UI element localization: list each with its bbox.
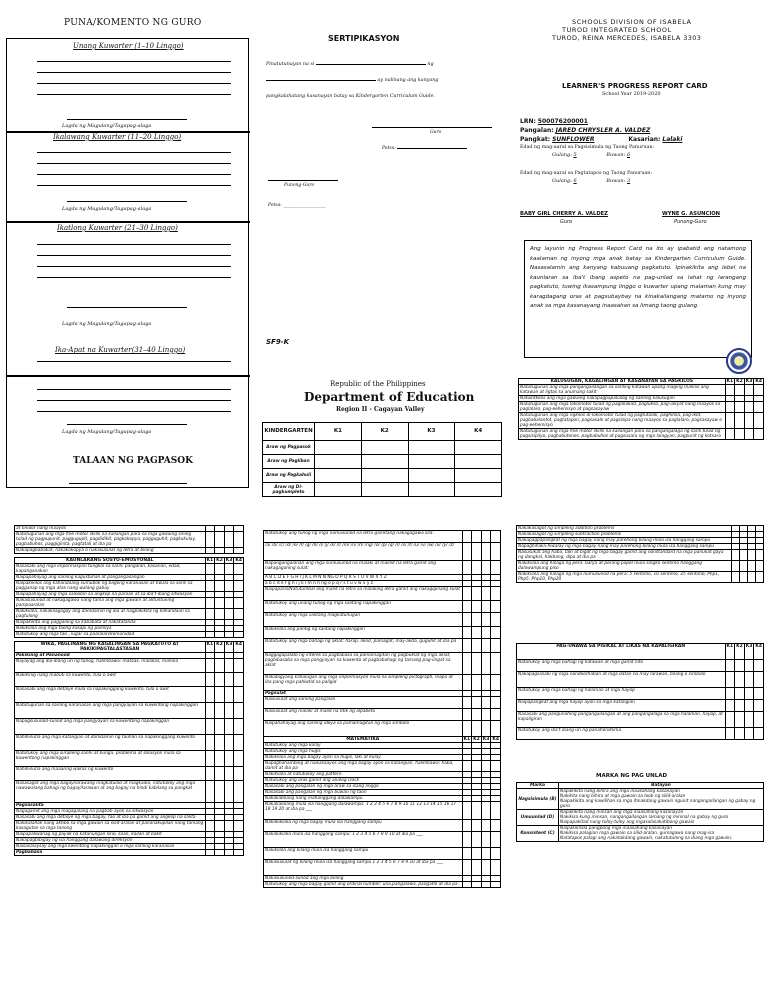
grade-desc: Naipapakitad nang tuloy-tuloy ang mgasalasakatibong gawain <box>560 820 695 825</box>
skill-item: Nakakasagot ng simpleng addition problems <box>517 526 732 532</box>
skill-item: Natutukoy ang mga simpleng sanhi at bunga, problema at solusyon mula sa kuwentong napakinggan <box>15 751 206 767</box>
skill-item: Nakakikilala mula isa hanggang sampu: 1 2 3 4 5 6 7 8 9 10 at iba pa ___ <box>264 832 463 848</box>
col: K2 <box>736 379 743 384</box>
skill-item: at tinidor nang maayos <box>15 526 206 532</box>
skill-item: Natutukoy ang mga salitang magkatunugan <box>264 613 463 627</box>
grade-desc: Nakikita nang bihira at mga gawain sa loob ng silid-aralan <box>560 794 686 799</box>
skill-item: Nakikilala at natutukoy ang pattern. <box>264 772 463 778</box>
parent-signature-label: Lagda ng Magulang/Tagapag-alaga <box>62 321 152 327</box>
skill-item: Nasasagot ang mga bagay/larawang magkatulad at magkaiba, natutukoy ang mga nawawalang bahagi ng bagay/larawan at ang bagay na hindi kabilang sa pangkat <box>15 781 206 803</box>
skill-item: Nakabigyang kahulugan ang mga impormasyon mula sa simpleng pictograph, mapa at iba pang mga pahiwtid sa paligid <box>264 675 463 691</box>
cert-principal-label: Punong-Guro <box>284 183 315 188</box>
age-start-label: Edad ng mag-aaral sa Pagsisimula ng Taong Panuruan: <box>520 145 655 150</box>
skill-item: Naisasalaysay ang mga kwentong napakinggan o mga sariling karanasan <box>15 844 206 850</box>
quarter-2-title: Ikalawang Kuwarter (11–20 Linggo) <box>53 133 182 141</box>
col: K3 <box>745 379 753 384</box>
col-k4: K4 <box>455 423 502 441</box>
grade-code: Konsistent (C) <box>517 826 559 842</box>
skill-item: Natutukoy ang tunog ng mga numusunod na letra gamitang nakagagawa sila: <box>264 531 463 543</box>
grade-desc: Naipakikilala pangpong mga inaasahang kasanayan <box>560 826 673 831</box>
skill-item: Nahihinuha ang mga katangian at damdamin ng tauhan sa napakinggang kuwento <box>15 735 206 751</box>
uppercase-letters: A B C D E F G H I J K L M N Ñ NG O P Q R S T U V W X Y Z <box>264 575 463 581</box>
skill-item: Nakikilala ang bilang mula isa hanggang sampu <box>264 848 463 860</box>
basis-header: Batayan <box>559 783 764 789</box>
col-k3: K3 <box>408 423 455 441</box>
skill-item: Natutukoy ang mga bagay gamit ang ordinal number: una,pangalawa, pangatlo at iba pa <box>264 882 463 888</box>
row-label: Araw ng Pagliban <box>263 455 315 469</box>
row-label: Araw ng Di-pagkumpleto <box>263 483 315 497</box>
skill-item: Nakakikilala ng mga bagay mula isa hanggang sampu <box>264 820 463 832</box>
skill-item: Nasasabi ang mga detalye mula sa napakinggang kuwento, tula o awit <box>15 687 206 703</box>
cert-date-1: Petsa: <box>382 146 467 151</box>
attendance-table <box>262 422 502 497</box>
skill-item: Nakasusulat ng bilang mula isa hanggang sampu 1 2 3 4 5 6 7 8 9 10 at iba pa ___ <box>264 860 463 876</box>
skill-item: Nakikilala ang halaga ng pera: barya at perang papel mula singko sentimo hanggang dalawampung piso <box>517 561 732 572</box>
skill-item: Nasusukat ang haba, taki at bigat ng mga bagay gamit ang nonstandard na mga panukat gaya ng dangkal, hakbang, dipa at iba pa <box>517 550 732 561</box>
section-row: Pangkat: SUNFLOWER Kasarian: Lalaki <box>520 136 683 143</box>
grade-desc: Naipakikita ang kawilihan sa mga itinakdang gawain ngunit nangangailangan ng gabay ng guro <box>560 799 756 809</box>
department-title: Department of Education <box>304 390 475 404</box>
skill-item: Natukitkilos ang mga gawaing nakapagpapalusog ng sariling kalusugan <box>519 396 726 402</box>
subsection-title: Pagsulat <box>264 691 463 697</box>
skill-item: Nasasabi ang mga impormasyon tungkol sa sarili: pangalan, kasarian, edad, kapanganakan <box>15 564 206 575</box>
school-year: School Year 2019-2020 <box>602 91 661 97</box>
teacher-role: Guro <box>560 219 573 225</box>
skill-item: Naisusulat ang malaki at maliit na titik ng alpabeto <box>264 709 463 721</box>
lrn-row: LRN: 500076200001 <box>520 118 588 125</box>
skill-item: Naipahahayag ang sariling ideya sa pamamagitan ng mga simbolo <box>264 721 463 737</box>
skill-item: Natutukoy ang mga bahagi ng halaman at mga hayop <box>517 688 726 700</box>
cert-line-1: Pinatutunayan na si ng <box>266 62 434 67</box>
skill-item: Nakikilala ang mga taong kasapi ng pamilya <box>15 626 206 632</box>
cert-line-2: ay nalinang ang kanyang <box>266 78 438 83</box>
col-k1: K1 <box>315 423 362 441</box>
skill-item: Napaghihiwa-hiwalay ng mga bagay nang may parehong bilang mula isa hanggang sampu <box>517 544 732 550</box>
subsection-title: Pagsasalita <box>15 803 206 809</box>
skill-item: Natutukoy ang mga tao , lugar sa paaralan/komunidad <box>15 632 206 638</box>
skill-item: Naipapangkat ang mga hayop ayon sa mga katangian <box>517 700 726 712</box>
skill-item: Nakikalahok nang aktibo sa mga gawain sa silid-aralan at pananakupilan nang tamang kasagutan sa mga tanong <box>16 821 204 831</box>
school-address: TUROD, REINA MERCEDES, ISABELA 3303 <box>552 34 702 42</box>
learner-panel <box>512 18 764 368</box>
skill-item: Nakasusunod at nakagagawa nang tama ang mga gawain at alituntuning pampaaralan <box>15 598 206 609</box>
grade-desc: Napakikita nang minsan ang mga inaasahang kasanayan <box>560 810 684 815</box>
grading-title: MARKA NG PAG UNLAD <box>596 773 668 779</box>
parent-signature-label: Lagda ng Magulang/Tagapag-alaga <box>62 429 152 435</box>
quarter-4-title: Ika-Apat na Kuwarter(31–40 Linggo) <box>55 346 186 354</box>
parent-signature-label: Lagda ng Magulang/Tagapag-alaga <box>62 123 152 129</box>
subsection-title: Pagbabasa <box>15 850 206 856</box>
certificate-title: SERTIPIKASYON <box>328 34 400 43</box>
skill-item: Nakakabilang nang mahanggang dalawampu <box>264 796 463 802</box>
skill-item: Naipapaliwanag ng payak na katanungan sino, saan, kailan at bakit <box>15 832 206 838</box>
skill-item: Natutukoy ang mga hugis <box>264 749 463 755</box>
skill-item: Natutugunan ang mga lokomotor tulad ng paglalakad, paglukso, pag-iakyat nang maayos sa paglalaro, pag-eehersisyo at pagsasayaw <box>519 402 726 413</box>
pisikal-table: PAG-UNAWA SA PISIKAL AT LIKAS NA KAPALIGIRAN K1 K2 K3 K4 Natutukoy ang mga bahagi ng katawan at mga gamit nito Nakapagsasabi ng mga nandoorhaban at mga datan na may larawan, bilang o simbolo Natutukoy ang mga bahagi ng halaman at mga hayop Naipapangkat ang mga hayop ayon sa mga katangian Nasasabi ang pangunahing pangangailangan at ang pangangalaga sa mga halaman, hayop, at kapaligiran Natutukoy ang iba't ibang uri ng panahon/klima <box>516 643 764 740</box>
report-card-title: LEARNER'S PROGRESS REPORT CARD <box>562 82 708 90</box>
republic-label: Republic of the Philippines <box>330 380 426 388</box>
grade-header: Marka <box>517 783 559 789</box>
grade-code: Umuunlad (D) <box>517 810 559 826</box>
section-title: PAG-UNAWA SA PISIKAL AT LIKAS NA KAPALIGIRAN <box>517 644 726 660</box>
parent-signature-label: Lagda ng Magulang/Tagapag-alaga <box>62 206 152 212</box>
section-title: KALUSUGAN, KAGALINGAN AT KASANAYAN SA PAGKILOS <box>519 379 726 385</box>
kinder-header: KINDERGARTEN <box>263 423 315 441</box>
cert-line-3: pangkalahatang kasanayan batay sa Kindergarten Curriculum Guide. <box>266 94 435 99</box>
col: K1 <box>726 379 734 384</box>
skill-item: Nakakasagot ng simpleng subtraction problems <box>517 532 732 538</box>
skill-item: Natutukoy ang oras gamit ang analog clock <box>264 778 463 784</box>
principal-name: WYNE G. ASUNCION <box>662 211 720 217</box>
middle-skills-table: Natutukoy ang tunog ng mga numusunod na letra gamitang nakagagawa sila: /a/ /b/ /c/ /d/ /e/ /f/ /g/ /h/ /i/ /j/ /k/ /l/ /m/ /n/ /ñ/ /ng/ /o/ /p/ /q/ /r/ /s/ /t/ /u/ /v/ /w/ /x/ /y/ /z/ Napangangalanan ang mga sumusunod na malaki at maliliit na letra gamit ang nakagaganing sulat: A B C D E F G H I J K L M N Ñ NG O P Q R S T U V W X Y Z a b c d e f g h i j k l m n ñ ng o p q r s t u v w x y z Naipaparis/Natutumbal ang maliit na letra sa malaking letra gamit ang nakagiginang sulat Natutukoy ang unang tunog ng mga salitang napakinggan Natutukoy ang mga salitang magkatunugan Nakikilala ang pantig ng salitang napakinggan Natutukoy ang mga bahagi ng aklat: harap, likod, pamagat, may-akda, guguhit at iba pa Naggagapalato ng interes sa pagbabasa sa pamamagitan ng pagbuklat ng mga aklat, pagbibasaba sa mga pangyayari sa kuwento at pagbabahagi ng tamang pag-iingat sa aklat Nakabigyang kahulugan ang mga impormasyon mula sa simpleng pictograph, mapa at iba pang mga pahiwtid sa paligid Pagsulat Naisusulat ang sariling pangalan Naisusulat ang malaki at maliit na titik ng alpabeto Naipahahayag ang sariling ideya sa pamamagitan ng mga simbolo MATEMATIKA K1 K2 K3 K4 Natutukoy ang mga kulay Natutukoy ang mga hugis Nakikilala ang mga bagay ayon sa hugis, laki at kulay Napaghahambing at naisasaayos ang mga bagay ayon sa katangian, halimbawa: haba, damit at iba pa Nakikilala at natutukoy ang pattern. Natutukoy ang oras gamit ang analog clock Nasasabi ang pangalan ng mga araw sa isang linggo Nasasabi ang pangalan ng mga buwan ng taon Nakakabilang nang mahanggang dalawampu Nakakabilang mula isa hanggang dalawampu: 1 2 3 4 5 6 7 8 9 10 11 12 13 14 15 16 17 18 19 20 at iba pa ___ Nakakikilala ng mga bagay mula isa hanggang sampu Nakakikilala mula isa hanggang sampu: 1 2 3 4 5 6 7 8 9 10 at iba pa ___ Nakikilala ang bilang mula isa hanggang sampu Nakasusulat ng bilang mula isa hanggang sampu 1 2 3 4 5 6 7 8 9 10 at iba pa ___ Nakasusunod-sunod ang mga bilang Natutukoy ang mga bagay gamit ang ordinal number: una,pangalawa, pangatlo at iba pa <box>265 531 499 887</box>
skill-item: Natutugunan ang mga fine motor skills na kailangan para sa mga gawaing sining tulad ng pagpupunit, paggugupit, pagdidikit, pagkokopya, pagguguhit, pagkukulay, pagbabuhos, paggiginita, pagtatali at iba pa <box>15 532 206 548</box>
school-name: TUROD INTEGRATED SCHOOL <box>562 26 672 34</box>
form-code: SF9-K <box>266 338 290 346</box>
deped-seal-icon <box>726 348 752 374</box>
grade-desc: Nakikisa palagian mga gawain sa silid-aralan, gumagawa nang mag-isa <box>560 831 715 836</box>
age-end-label: Edad ng mag-aaral sa Pagtatapos ng Taong Panuruan: <box>520 171 652 176</box>
teacher-name: BABY GIRL CHERRY A. VALDEZ <box>520 211 608 217</box>
skill-item: Naisusulat ang sariling pangalan <box>264 697 463 709</box>
skill-item: Nakikilala ang mga bagay ayon sa hugis, laki at kulay <box>264 755 463 761</box>
skill-item: Napaghahambing at naisasaayos ang mga bagay ayon sa katangian, halimbawa: haba, damit at iba pa <box>264 761 463 772</box>
skill-item: Nakapagbabakat, nakakokopya o nakasusulat ng letra at bilang <box>15 548 206 554</box>
deped-panel <box>262 378 502 508</box>
section-title: MATEMATIKA <box>264 737 463 743</box>
skill-item: Napagsusunod-sunod ang mga pangyayari sa kuwentong napakinggan <box>15 719 206 735</box>
age-end-values: Gulang: 6 Buwan: 3 <box>552 178 631 184</box>
skill-item: Naipakikita ang paggalang sa kababata at nakatatanda <box>15 620 206 626</box>
cert-teacher-label: Guro <box>430 130 442 135</box>
skill-item: Nasasabi ang pangalan ng mga buwan ng taon <box>264 790 463 796</box>
skill-item: Nakikinig nang mabuti sa kuwento, tula o awit <box>15 673 206 687</box>
skill-item: Natutukoy ang unang tunog ng mga salitang napakinggan <box>264 601 463 613</box>
skill-item: Nakapagbibigay ng isa hanggang dalawang direksyon <box>15 838 206 844</box>
comments-title: PUNA/KOMENTO NG GURO <box>64 18 202 28</box>
skill-item: Natutugunan ang mga fine motor skills na kailangan para sa pangangalaga ng sarili tulad ng pagsisipilyo, pagbabutones, pagbabuhos at pagsusara ng mga lalagyan, pagpunit ng kotsara <box>519 429 726 440</box>
lowercase-letters: a b c d e f g h i j k l m n ñ ng o p q r s t u v w x y z <box>264 581 463 587</box>
grade-code: Nagsisimula (B) <box>517 789 559 810</box>
skill-item: Natutukoy ang mga bahagi ng katawan at mga gamit nito <box>517 660 726 672</box>
skill-item: Nakasusunod-sunod ang mga bilang <box>264 876 463 882</box>
quarter-1-title: Unang Kuwarter (1–10 Linggo) <box>73 42 184 50</box>
col-k2: K2 <box>361 423 408 441</box>
skill-item: Naipakikilos ang kahandaang sumubok ng bagong karanasan at tiwala sa sarili sa pagganap ng mga atas nang walang gabay <box>15 581 206 592</box>
skill-item: Natutukoy ang iba't ibang uri ng panahon/klima <box>517 728 726 740</box>
row-label: Araw ng Pagkahuli <box>263 469 315 483</box>
right-skills-table <box>516 525 764 583</box>
skill-item: Nakikilala ang pantig ng salitang napakinggan <box>264 627 463 639</box>
skill-item: Natutukoy ang mga kulay <box>264 743 463 749</box>
skill-item: Natutugunan ang mga ngkilos di-lokomotor tulad ng pagtutulak, paghihila, pag-ikot, pagbabalantot, pagtatapon, pagsasalo at pagsisipa nang maayos sa paglalaro, pagsasayaw o pag-eehersisyo <box>519 413 726 429</box>
skill-item: Nasasabi ang mga detalye ng mga bagay, tao at iba pa gamit ang angkop na salita <box>15 815 206 821</box>
comments-box <box>6 38 249 488</box>
skill-item: Natutugunan ang mga pangangailangan sa sariling katawan upang maging malinis ang katawan at ligtas sa anumang sakit <box>519 385 726 396</box>
skill-item: Nagagamit ang mga magagalang na pagbati ayon sa sitwasyon <box>15 809 206 815</box>
skill-item: Naipapahayag ang mga saloobin sa angkop na paraan at sa iba't-ibang sitwasyon <box>15 592 206 598</box>
grade-desc: Natatapos palagi ang nakatakdang gawain, nakatutulong sa ibang mga gawain. <box>560 836 733 841</box>
col: K4 <box>755 379 762 384</box>
comments-panel <box>6 18 249 488</box>
division-name: SCHOOLS DIVISION OF ISABELA <box>572 18 692 26</box>
skill-item: Nakapagsasabi ng mga nandoorhaban at mga datan na may larawan, bilang o simbolo <box>517 672 726 688</box>
grade-desc: Nakikisa kung minsan, nangangailangan lamang ng mininal na gabay ng guro <box>560 815 729 820</box>
skill-item: Nakikilala ang halaga ng mga numusunod na pera: 5 sentimo, 10 sentimo, 25 sentimo; Php1, Php5, Php10, Php20 <box>517 572 732 583</box>
quarter-3-title: Ikatlong Kuwarter (21–30 Linggo) <box>57 224 178 232</box>
section-title: KAUNLARANG SOSYO-EMOSYONAL <box>15 558 206 564</box>
principal-role: Punong-Guro <box>674 219 707 225</box>
skill-item: Nakapagpapangkat ng mga bagay nang may parehong bilang mula isa hanggang sampu <box>517 538 732 544</box>
purpose-box: Ang layunin ng Progress Report Card na ito ay ipabatid ang natamong kaalaman ng inyong mga anak batay sa Kindergarten Curriculum Guide. Nasasalamin ang kanyang kabuuang pagkatuto. Ipinakikita ang lebel na kaunlaran sa iba't ibang aspeto na pag-unlad sa lahat ng larangang pagkatuto, tuwing ikasampung linggo o kuwarter upang malaman kung may karagdagang oras at pagsubaybay na kinakailangang matamo ng inyong anak sa mga kasanayang inaasahan sa limang taong gulang. <box>524 240 752 358</box>
skill-item: Natutukoy ang mga bahagi ng aklat: harap, likod, pamagat, may-akda, guguhit at iba pa <box>264 639 463 653</box>
name-row: Pangalan: JARED CHRYSLER A. VALDEZ <box>520 127 651 134</box>
age-start-values: Gulang: 5 Buwan: 6 <box>552 152 631 158</box>
kalusugan-table <box>518 378 764 440</box>
skill-item: Nasasabi ang pangunahing pangangailangan at ang pangangalaga sa mga halaman, hayop, at kapaligiran <box>517 712 726 728</box>
skill-item: Nasasabi ang pangalan ng mga araw sa isang linggo <box>264 784 463 790</box>
grading-legend-table <box>516 782 764 842</box>
skill-item: Naggagapalato ng interes sa pagbabasa sa pamamagitan ng pagbuklat ng mga aklat, pagbibasaba sa mga pangyayari sa kuwento at pagbabahagi ng tamang pag-iingat sa aklat <box>264 653 463 675</box>
cert-date-2: Petsa: ___________________ <box>268 203 326 208</box>
letter-sounds: /a/ /b/ /c/ /d/ /e/ /f/ /g/ /h/ /i/ /j/ /k/ /l/ /m/ /n/ /ñ/ /ng/ /o/ /p/ /q/ /r/ /s/ /t/ /u/ /v/ /w/ /x/ /y/ /z/ <box>264 543 463 561</box>
skill-item: Naipapahayag ang sariling kagustuhan at pangangailangan <box>15 575 206 581</box>
region-label: Region II - Cagayan Valley <box>336 406 425 413</box>
left-skills-table: at tinidor nang maayos Natutugunan ang mga fine motor skills na kailangan para sa mga gawaing sining tulad ng pagpupunit, paggugupit, pagdidikit, pagkokopya, pagguguhit, pagkukulay, pagbabuhos, paggiginita, pagtatali at iba pa Nakapagbabakat, nakakokopya o nakasusulat ng letra at bilang KAUNLARANG SOSYO-EMOSYONAL K1 K2 K3 K4 Nasasabi ang mga impormasyon tungkol sa sarili: pangalan, kasarian, edad, kapanganakan Naipapahayag ang sariling kagustuhan at pangangailangan Naipakikilos ang kahandaang sumubok ng bagong karanasan at tiwala sa sarili sa pagganap ng mga atas nang walang gabay Naipapahayag ang mga saloobin sa angkop na paraan at sa iba't-ibang sitwasyon Nakasusunod at nakagagawa nang tama ang mga gawain at alituntuning pampaaralan Nakikilala, nakakilagagay ang damdamin ng iba at nagpakikita ng kahandaan sa pagtulong Naipakikita ang paggalang sa kababata at nakatatanda Nakikilala ang mga taong kasapi ng pamilya Natutukoy ang mga tao , lugar sa paaralan/komunidad WIKA, PAGLINANG NG KAGALINGAN SA PAGKATUTO AT PAKIKIPAGTALASTASAN K1 K2 K3 K4 Pakikinig at Pananood Nayayag ang iba-ibang uri ng tunog, halimbawa: mataas, malakas, mahina Nakikinig nang mabuti sa kuwento, tula o awit Nasasabi ang mga detalye mula sa napakinggang kuwento, tula o awit Natutugunan sa sariling karanasan ang mga pangyayari sa kuwentong napakinggan Napagsusunod-sunod ang mga pangyayari sa kuwentong napakinggan Nahihinuha ang mga katangian at damdamin ng tauhan sa napakinggang kuwento Natutukoy ang mga simpleng sanhi at bunga, problema at solusyon mula sa kuwentong napakinggan Nahihinuha ang maaaring wakas ng kuwento Nasasagot ang mga bagay/larawang magkatulad at magkaiba, natutukoy ang mga nawawalang bahagi ng bagay/larawan at ang bagay na hindi kabilang sa pangkat Pagsasalita Nagagamit ang mga magagalang na pagbati ayon sa sitwasyon Nasasabi ang mga detalye ng mga bagay, tao at iba pa gamit ang angkop na salita Nakikalahok nang aktibo sa mga gawain sa silid-aralan at pananakupilan nang tamang kasagutan sa mga tanong Naipapaliwanag ng payak na katanungan sino, saan, kailan at bakit Nakapagbibigay ng isa hanggang dalawang direksyon Naisasalaysay ang mga kwentong napakinggan o mga sariling karanasan Pagbabasa <box>16 526 242 855</box>
skill-item: Nakikilala, nakakilagagay ang damdamin ng iba at nagpakikita ng kahandaan sa pagtulong <box>15 609 206 620</box>
skill-item: Nahihinuha ang maaaring wakas ng kuwento <box>15 767 206 781</box>
grade-desc: Napakikita nang bihira ang mga inaasahang kasanayan <box>560 789 680 794</box>
section-title: WIKA, PAGLINANG NG KAGALINGAN SA PAGKATUTO AT PAKIKIPAGTALASTASAN <box>15 642 206 653</box>
skill-item: Napangangalanan ang mga sumusunod na malaki at maliliit na letra gamit ang nakagaganing sulat: <box>264 561 463 575</box>
row-label: Araw ng Pagpasok <box>263 441 315 455</box>
certificate-panel <box>262 30 502 360</box>
subsection-title: Pakikinig at Pananood <box>15 653 206 659</box>
attendance-title: TALAAN NG PAGPASOK <box>73 456 193 466</box>
skill-item: Nakakabilang mula isa hanggang dalawampu: 1 2 3 4 5 6 7 8 9 10 11 12 13 14 15 16 17 18 19 20 at iba pa ___ <box>264 802 463 820</box>
skill-item: Naipaparis/Natutumbal ang maliit na letra sa malaking letra gamit ang nakagiginang sulat <box>264 587 463 601</box>
skill-item: Nayayag ang iba-ibang uri ng tunog, halimbawa: mataas, malakas, mahina <box>15 659 206 673</box>
skill-item: Natutugunan sa sariling karanasan ang mga pangyayari sa kuwentong napakinggan <box>15 703 206 719</box>
